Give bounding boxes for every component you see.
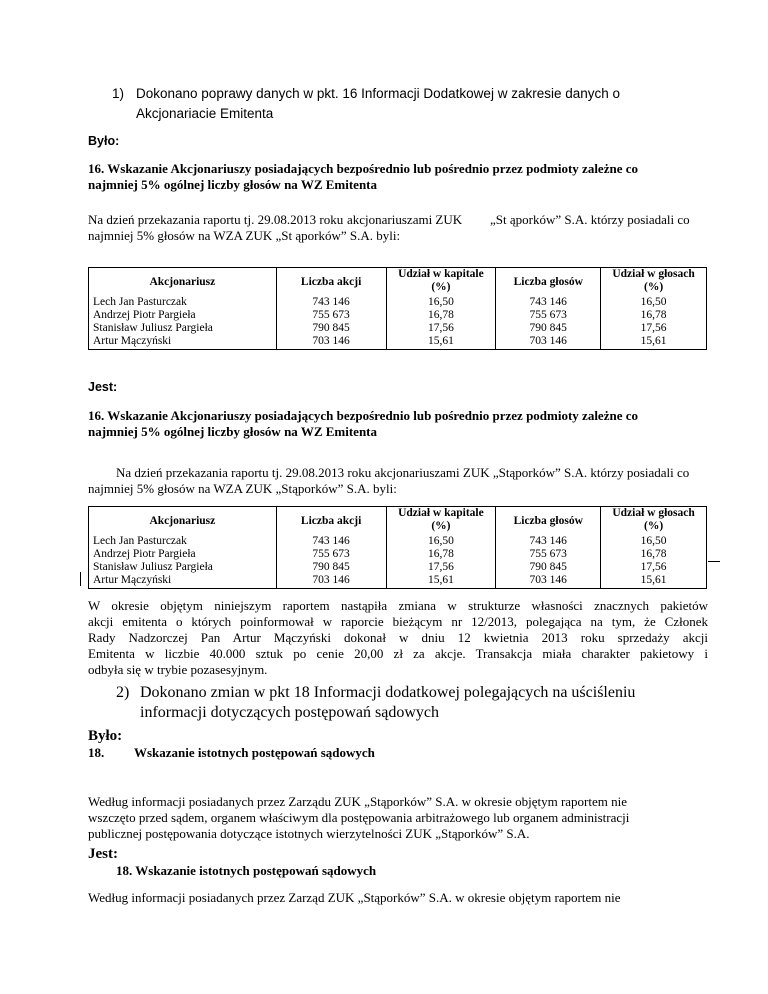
section-bylo-1-heading-line1: 16. Wskazanie Akcjonariuszy posiadających bezpośrednio lub pośrednio przez podmioty zależne co bbox=[88, 161, 638, 176]
cell-votes: 703 146 bbox=[496, 335, 601, 350]
cell-votes-share: 16,50 bbox=[601, 535, 707, 548]
section-jest-1-heading-line1: 16. Wskazanie Akcjonariuszy posiadających bezpośrednio lub pośrednio przez podmioty zależne co bbox=[88, 408, 638, 423]
cell-capital-share: 16,78 bbox=[386, 309, 496, 322]
cell-votes-share: 16,78 bbox=[601, 309, 707, 322]
item-1-line2: Akcjonariacie Emitenta bbox=[136, 106, 274, 121]
table-row bbox=[89, 561, 707, 574]
table-row bbox=[89, 335, 707, 350]
section-bylo-1-para-line1a: Na dzień przekazania raportu tj. 29.08.2013 roku bbox=[88, 212, 344, 227]
cell-shareholder: Stanisław Juliusz Pargieła bbox=[89, 322, 277, 335]
cell-capital-share: 17,56 bbox=[386, 561, 496, 574]
section-jest-1-heading-line2: najmniej 5% ogólnej liczby głosów na WZ Emitenta bbox=[88, 424, 378, 439]
section-bylo-2-para bbox=[88, 794, 629, 842]
cell-shareholder: Andrzej Piotr Pargieła bbox=[89, 309, 277, 322]
header-shareholder: Akcjonariusz bbox=[89, 268, 277, 297]
section-jest-2-heading: 18. Wskazanie istotnych postępowań sądowych bbox=[116, 863, 377, 878]
cell-shareholder: Lech Jan Pasturczak bbox=[89, 296, 277, 309]
header-shares: Liczba akcji bbox=[276, 268, 386, 297]
section-bylo-1-label: Było: bbox=[88, 134, 120, 148]
revision-mark-line bbox=[708, 561, 720, 562]
section-bylo-1-para-line1c: „St ąporków” S.A. którzy posiadali co bbox=[490, 212, 690, 227]
cell-shareholder: Artur Mączyński bbox=[89, 574, 277, 589]
cell-shares: 755 673 bbox=[276, 548, 386, 561]
cell-capital-share: 16,50 bbox=[386, 535, 496, 548]
header-votes: Liczba głosów bbox=[496, 507, 601, 536]
section-jest-2-para: Według informacji posiadanych przez Zarząd ZUK „Stąporków” S.A. w okresie objętym raportem nie bbox=[88, 890, 621, 905]
header-shareholder: Akcjonariusz bbox=[89, 507, 277, 536]
header-votes-share: Udział w głosach (%) bbox=[601, 268, 707, 297]
cell-shareholder: Artur Mączyński bbox=[89, 335, 277, 350]
header-capital-share: Udział w kapitale (%) bbox=[386, 268, 496, 297]
cell-votes-share: 15,61 bbox=[601, 574, 707, 589]
header-votes-share: Udział w głosach (%) bbox=[601, 507, 707, 536]
section-bylo-2-label: Było: bbox=[88, 728, 123, 744]
section-jest-1-label: Jest: bbox=[88, 380, 118, 394]
table-row bbox=[89, 322, 707, 335]
cell-shares: 743 146 bbox=[276, 296, 386, 309]
table-row bbox=[89, 574, 707, 589]
cell-capital-share: 16,50 bbox=[386, 296, 496, 309]
table-row bbox=[89, 309, 707, 322]
section-bylo-2-para-line3: publicznej postępowania dotyczące istotnych wierzytelności ZUK „Stąporków” S.A. bbox=[88, 826, 530, 841]
cell-shareholder: Andrzej Piotr Pargieła bbox=[89, 548, 277, 561]
cell-votes: 743 146 bbox=[496, 535, 601, 548]
change-line-1: W okresie objętym niniejszym raportem nastąpiła zmiana w strukturze własności znacznych pakietów bbox=[88, 598, 708, 613]
item-2-number: 2) bbox=[116, 684, 130, 701]
cell-shareholder: Stanisław Juliusz Pargieła bbox=[89, 561, 277, 574]
shareholders-table-before bbox=[88, 267, 707, 350]
cell-votes-share: 17,56 bbox=[601, 322, 707, 335]
cell-capital-share: 15,61 bbox=[386, 335, 496, 350]
cell-capital-share: 17,56 bbox=[386, 322, 496, 335]
table-row bbox=[89, 296, 707, 309]
cell-capital-share: 16,78 bbox=[386, 548, 496, 561]
section-jest-1-para-line1: Na dzień przekazania raportu tj. 29.08.2013 roku akcjonariuszami ZUK „Stąporków” S.A. którzy posiadali co bbox=[116, 465, 690, 480]
table-row bbox=[89, 535, 707, 548]
cell-shareholder: Lech Jan Pasturczak bbox=[89, 535, 277, 548]
cell-shares: 703 146 bbox=[276, 335, 386, 350]
cell-shares: 743 146 bbox=[276, 535, 386, 548]
cell-votes-share: 15,61 bbox=[601, 335, 707, 350]
shareholders-table-after bbox=[88, 506, 707, 589]
section-bylo-1-heading-line2: najmniej 5% ogólnej liczby głosów na WZ Emitenta bbox=[88, 177, 378, 192]
cell-votes: 743 146 bbox=[496, 296, 601, 309]
cell-votes-share: 16,78 bbox=[601, 548, 707, 561]
change-line-3: Rady Nadzorczej Pan Artur Mączyński dokonał w dniu 12 kwietnia 2013 roku sprzedaży akcji bbox=[88, 630, 708, 645]
cell-votes: 790 845 bbox=[496, 322, 601, 335]
item-1-line1: Dokonano poprawy danych w pkt. 16 Informacji Dodatkowej w zakresie danych o bbox=[136, 86, 621, 101]
section-bylo-2-para-line2: wszczęto przed sądem, organem właściwym dla postępowania arbitrażowego lub organem administracji bbox=[88, 810, 630, 825]
item-2-line1: Dokonano zmian w pkt 18 Informacji dodatkowej polegających na uściśleniu bbox=[140, 684, 636, 701]
section-bylo-2-number: 18. bbox=[88, 745, 105, 760]
cell-votes-share: 17,56 bbox=[601, 561, 707, 574]
change-line-4: Emitenta w liczbie 40.000 sztuk po cenie 20,00 zł za akcje. Transakcja miała charakter pakietowy i bbox=[88, 646, 708, 661]
section-jest-1-para-line2: najmniej 5% głosów na WZA ZUK „Stąporków” S.A. byli: bbox=[88, 481, 397, 496]
header-shares: Liczba akcji bbox=[276, 507, 386, 536]
cell-shares: 755 673 bbox=[276, 309, 386, 322]
header-capital-share: Udział w kapitale (%) bbox=[386, 507, 496, 536]
section-bylo-1-para-line2: najmniej 5% głosów na WZA ZUK „St ąporków” S.A. byli: bbox=[88, 228, 401, 243]
cell-capital-share: 15,61 bbox=[386, 574, 496, 589]
header-votes: Liczba głosów bbox=[496, 268, 601, 297]
table-header-row bbox=[89, 268, 707, 297]
table-row bbox=[89, 548, 707, 561]
section-bylo-1-para-line1b: akcjonariuszami ZUK bbox=[347, 212, 463, 227]
section-bylo-2-para-line1: Według informacji posiadanych przez Zarządu ZUK „Stąporków” S.A. w okresie objętym raportem nie bbox=[88, 794, 627, 809]
cell-votes: 703 146 bbox=[496, 574, 601, 589]
section-bylo-2-heading: Wskazanie istotnych postępowań sądowych bbox=[134, 745, 375, 760]
item-2-line2: informacji dotyczących postępowań sądowych bbox=[140, 704, 440, 721]
cell-shares: 703 146 bbox=[276, 574, 386, 589]
change-line-2: akcji emitenta o których poinformował w raporcie bieżącym nr 12/2013, polegająca na tym, że Członek bbox=[88, 614, 708, 629]
change-line-5: odbyła się w trybie pozasesyjnym. bbox=[88, 662, 268, 677]
section-jest-2-label: Jest: bbox=[88, 846, 118, 862]
change-paragraph bbox=[88, 598, 708, 678]
cell-votes-share: 16,50 bbox=[601, 296, 707, 309]
cell-shares: 790 845 bbox=[276, 322, 386, 335]
cell-shares: 790 845 bbox=[276, 561, 386, 574]
revision-bar bbox=[80, 572, 81, 586]
cell-votes: 755 673 bbox=[496, 548, 601, 561]
table-header-row bbox=[89, 507, 707, 536]
item-1-number: 1) bbox=[112, 86, 125, 101]
cell-votes: 755 673 bbox=[496, 309, 601, 322]
cell-votes: 790 845 bbox=[496, 561, 601, 574]
